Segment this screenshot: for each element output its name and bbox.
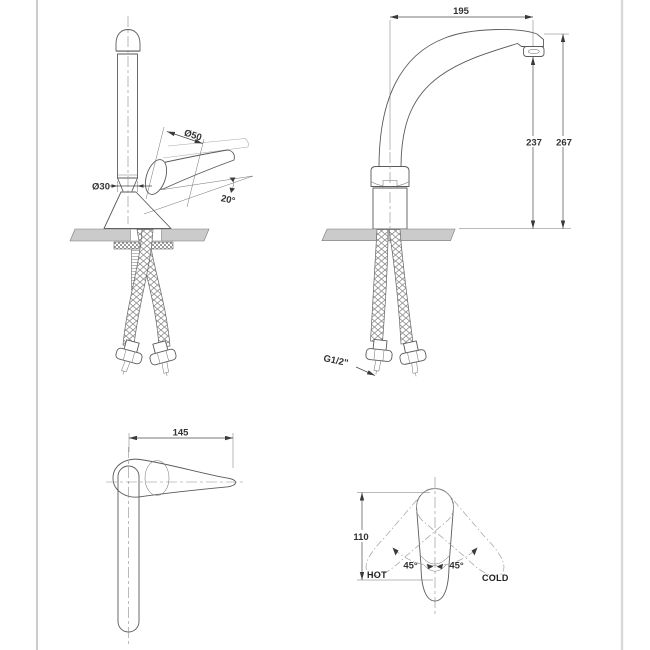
faucet-base — [104, 192, 171, 229]
supply-hose-front-left — [371, 230, 389, 343]
dim-spout-height — [459, 34, 573, 229]
handle-top-view — [113, 459, 236, 497]
spout-curve — [379, 29, 544, 167]
hose-fitting-front-left — [364, 339, 393, 376]
hose-fitting-left — [111, 338, 145, 378]
dim-text-base-diameter: Ø30 — [92, 181, 110, 193]
faucet-lever — [156, 150, 235, 189]
countertop-front — [322, 229, 455, 241]
label-hot: HOT — [367, 570, 387, 580]
dim-handle-length — [129, 428, 233, 469]
side-view — [70, 16, 253, 379]
top-view — [106, 428, 245, 646]
dim-text-spout-height: 237 — [526, 137, 542, 149]
dim-text-handle-angle: 20° — [219, 193, 237, 207]
dim-text-swing-right: 45° — [449, 560, 464, 572]
dim-text-handle-height: 110 — [353, 532, 369, 543]
front-view — [322, 6, 573, 379]
supply-hose-front-right — [389, 230, 413, 345]
aerator — [524, 47, 545, 57]
label-cold: COLD — [482, 573, 509, 583]
hose-fitting-front-right — [397, 340, 430, 379]
handle-dome-top-view — [145, 461, 169, 496]
dim-text-handle-length: 145 — [172, 427, 189, 439]
dim-text-handle-diameter: Ø50 — [182, 127, 204, 144]
dim-text-total-height: 267 — [556, 137, 572, 149]
dim-text-connection-thread: G1/2" — [322, 353, 350, 370]
hose-fitting-right — [147, 339, 181, 379]
dim-base-diameter — [92, 181, 152, 193]
dim-text-spout-reach: 195 — [453, 6, 469, 17]
dim-text-swing-left: 45° — [403, 560, 418, 572]
handle-front-view — [351, 477, 515, 614]
